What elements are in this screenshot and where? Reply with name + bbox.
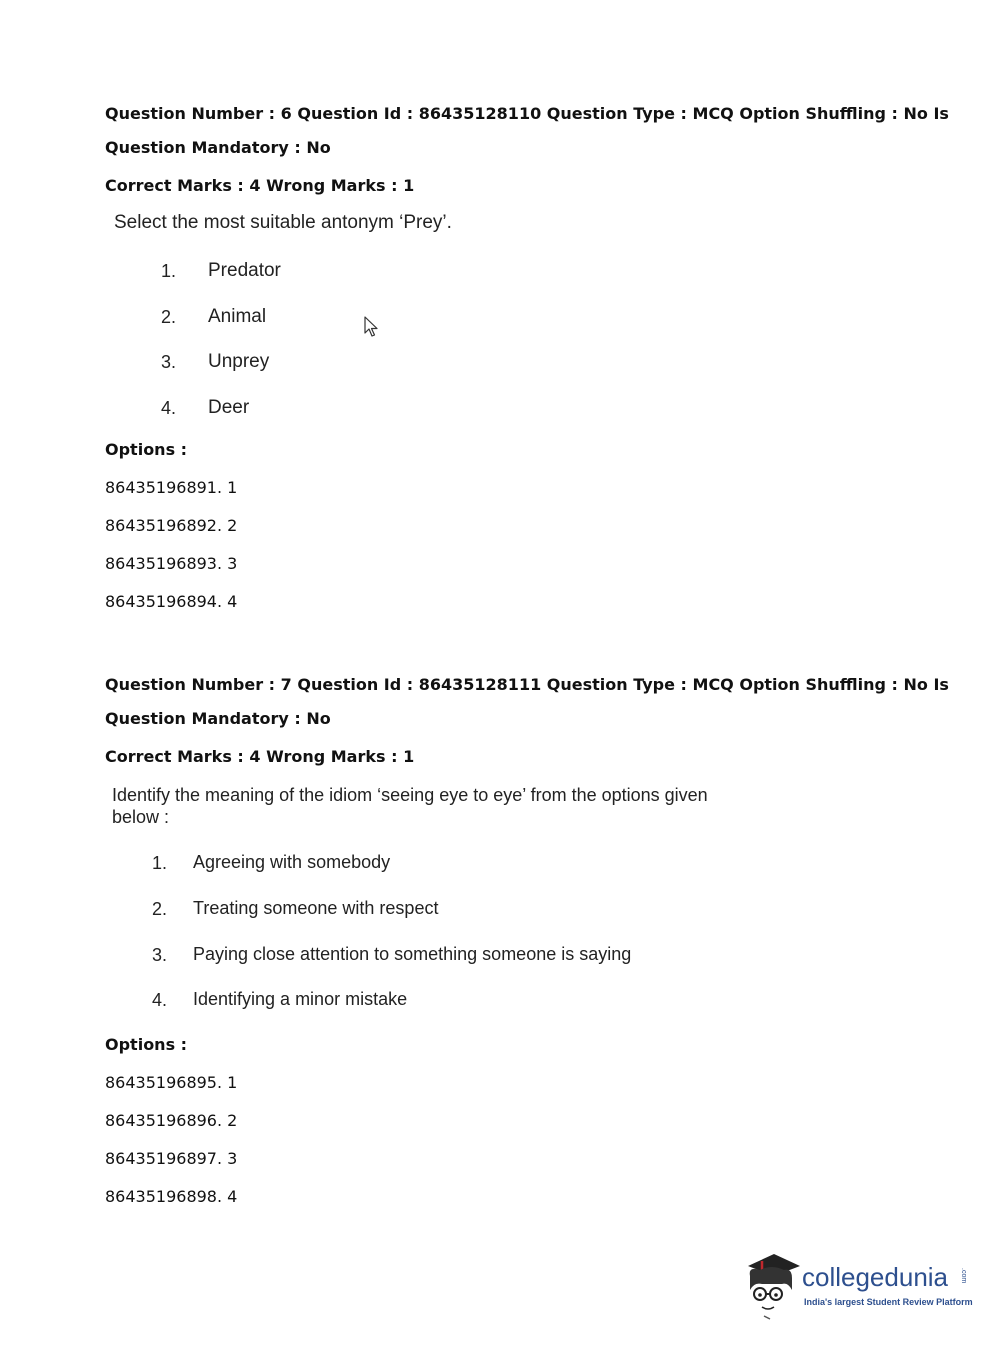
q7-marks: Correct Marks : 4 Wrong Marks : 1: [105, 747, 415, 766]
q7-choice-number: 4.: [152, 990, 168, 1010]
q7-header-line1: Question Number : 7 Question Id : 86435128111 Question Type : MCQ Option Shuffling : No Is: [105, 675, 949, 694]
q7-choice-text: Paying close attention to something someone is saying: [193, 944, 632, 964]
q6-choice-number: 1.: [161, 261, 177, 281]
q6-question-text: Select the most suitable antonym ‘Prey’.: [114, 212, 452, 233]
q7-question-text-line2: below :: [112, 807, 170, 827]
q7-choice-number: 2.: [152, 899, 168, 919]
q6-choice-number: 2.: [161, 307, 177, 327]
q7-choice-text: Treating someone with respect: [193, 898, 439, 918]
q7-question-text-line1: Identify the meaning of the idiom ‘seeing eye to eye’ from the options given: [112, 785, 708, 805]
q7-option-id: 86435196896. 2: [105, 1111, 238, 1130]
q6-header-line2: Question Mandatory : No: [105, 138, 331, 157]
mascot-graduation-cap-icon: [742, 1250, 802, 1320]
logo-tagline: India's largest Student Review Platform: [804, 1297, 973, 1307]
q6-choice-text: Deer: [208, 397, 250, 418]
q6-option-id: 86435196894. 4: [105, 592, 238, 611]
q7-choice-number: 1.: [152, 853, 168, 873]
q6-option-id: 86435196891. 1: [105, 478, 238, 497]
q7-options-label: Options :: [105, 1035, 188, 1054]
q7-option-id: 86435196898. 4: [105, 1187, 238, 1206]
q6-choice-text: Unprey: [208, 351, 270, 372]
q6-option-id: 86435196893. 3: [105, 554, 238, 573]
q7-choice-text: Identifying a minor mistake: [193, 989, 408, 1009]
q6-choice-text: Animal: [208, 306, 267, 327]
q6-option-id: 86435196892. 2: [105, 516, 238, 535]
logo-domain: .com: [960, 1268, 967, 1284]
q7-option-id: 86435196895. 1: [105, 1073, 238, 1092]
logo-wordmark: collegedunia: [802, 1262, 949, 1292]
q7-option-id: 86435196897. 3: [105, 1149, 238, 1168]
q6-choice-text: Predator: [208, 260, 281, 281]
q7-choice-number: 3.: [152, 945, 168, 965]
q6-options-label: Options :: [105, 440, 188, 459]
q7-header-line2: Question Mandatory : No: [105, 709, 331, 728]
mouse-pointer-icon: [364, 316, 380, 338]
q6-choice-number: 4.: [161, 398, 177, 418]
q6-header-line1: Question Number : 6 Question Id : 86435128110 Question Type : MCQ Option Shuffling : No Is: [105, 104, 949, 123]
q6-marks: Correct Marks : 4 Wrong Marks : 1: [105, 176, 415, 195]
collegedunia-logo[interactable]: [742, 1250, 972, 1320]
q6-choice-number: 3.: [161, 352, 177, 372]
q7-choice-text: Agreeing with somebody: [193, 852, 391, 872]
